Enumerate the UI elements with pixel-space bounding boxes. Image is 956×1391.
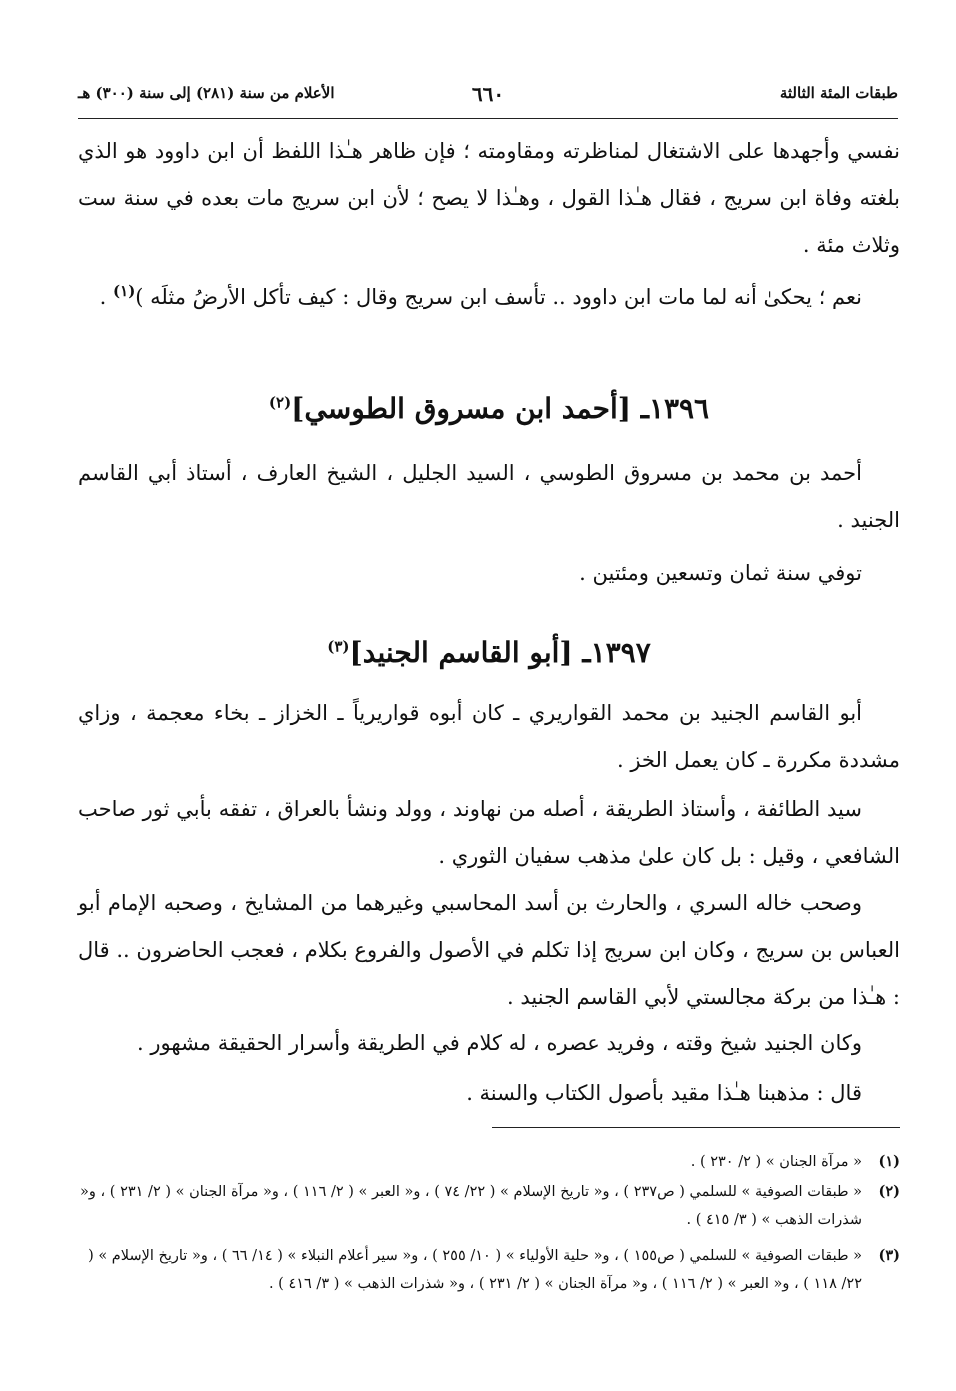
footnote-number: (٣) <box>878 1247 900 1264</box>
paragraph-junayd-companions: وصحب خاله السري ، والحارث بن أسد المحاسبي وغيرهما من المشايخ ، وصحبه الإمام أبو العباس بن سريج ، وكان ابن سريج إذا تكلم في الأصول والفروع بكلام ، فعجب الحاضرون .. قال : هـٰذا من بركة مجالستي لأبي القاسم الجنيد . <box>78 891 900 1009</box>
entry-heading-1397 <box>78 636 900 669</box>
header-divider <box>78 118 898 119</box>
entry-heading-1397-text: ١٣٩٧ـ [أبو القاسم الجنيد] <box>349 636 651 669</box>
footnote-2 <box>78 1178 900 1234</box>
paragraph-end-mark: . <box>99 285 114 309</box>
paragraph-junayd-name: أبو القاسم الجنيد بن محمد القواريري ـ كان أبوه قواريرياً ـ الخزاز ـ بخاء معجمة ، وزاي مشددة مكررة ـ كان يعمل الخز . <box>78 701 900 772</box>
paragraph-tusi-death: توفي سنة ثمان وتسعين ومئتين . <box>579 561 862 585</box>
footnote-1 <box>78 1148 900 1176</box>
header-date-range: الأعلام من سنة (٢٨١) إلى سنة (٣٠٠) هـ <box>78 84 335 102</box>
running-header <box>78 84 898 114</box>
header-section-title: طبقات المئة الثالثة <box>779 84 898 102</box>
paragraph-ibn-dawud-text: نعم ؛ يحكىٰ أنه لما مات ابن داوود .. تأسف ابن سريج وقال : كيف تأكل الأرضُ مثلَه ) <box>135 285 862 309</box>
paragraph-tusi-bio: أحمد بن محمد بن مسروق الطوسي ، السيد الجليل ، الشيخ العارف ، أستاذ أبي القاسم الجنيد . <box>78 461 900 532</box>
paragraph-continuation: نفسي وأجهدها على الاشتغال لمناظرته ومقاومته ؛ فإن ظاهر هـٰذا اللفظ أن ابن داوود هو الذي بلغته وفاة ابن سريج ، فقال هـٰذا القول ، وهـٰذا لا يصح ؛ لأن ابن سريج مات بعده في سنة ست وثلاث مئة . <box>78 139 900 257</box>
entry-heading-1396 <box>78 392 900 425</box>
paragraph-ibn-dawud <box>78 268 900 321</box>
footnote-ref-2: (٢) <box>268 393 292 412</box>
paragraph-junayd-saying: قال : مذهبنا هـٰذا مقيد بأصول الكتاب والسنة . <box>466 1081 862 1105</box>
footnote-ref-1: (١) <box>113 282 136 300</box>
footnote-divider <box>492 1127 900 1128</box>
footnote-text: « طبقات الصوفية » للسلمي ( ص٢٣٧ ) ، و« تاريخ الإسلام » ( ٢٢/ ٧٤ ) ، و« العبر » ( ٢/ ١١٦ ) ، و« مرآة الجنان » ( ٢/ ٢٣١ ) ، و« شذرات الذهب » ( ٣/ ٤١٥ ) . <box>80 1184 862 1228</box>
footnote-3 <box>78 1242 900 1298</box>
footnote-number: (١) <box>878 1153 900 1170</box>
entry-heading-1396-text: ١٣٩٦ـ [أحمد ابن مسروق الطوسي] <box>291 392 710 425</box>
footnote-number: (٢) <box>878 1183 900 1200</box>
footnote-text: « مرآة الجنان » ( ٢/ ٢٣٠ ) . <box>690 1154 862 1170</box>
footnote-ref-3: (٣) <box>327 637 350 656</box>
paragraph-junayd-origin: سيد الطائفة ، وأستاذ الطريقة ، أصله من نهاوند ، وولد ونشأ بالعراق ، تفقه بأبي ثور صاحب الشافعي ، وقيل : بل كان علىٰ مذهب سفيان الثوري . <box>78 797 900 868</box>
page-number: ٦٦٠ <box>471 82 505 106</box>
paragraph-junayd-status: وكان الجنيد شيخ وقته ، وفريد عصره ، له كلام في الطريقة وأسرار الحقيقة مشهور . <box>137 1031 862 1055</box>
footnote-text: « طبقات الصوفية » للسلمي ( ص١٥٥ ) ، و« حلية الأولياء » ( ١٠/ ٢٥٥ ) ، و« سير أعلام النبلاء » ( ١٤/ ٦٦ ) ، و« تاريخ الإسلام » ( ٢٢/ ١١٨ ) ، و« العبر » ( ٢/ ١١٦ ) ، و« مرآة الجنان » ( ٢/ ٢٣١ ) ، و« شذرات الذهب » ( ٣/ ٤١٦ ) . <box>88 1248 862 1292</box>
